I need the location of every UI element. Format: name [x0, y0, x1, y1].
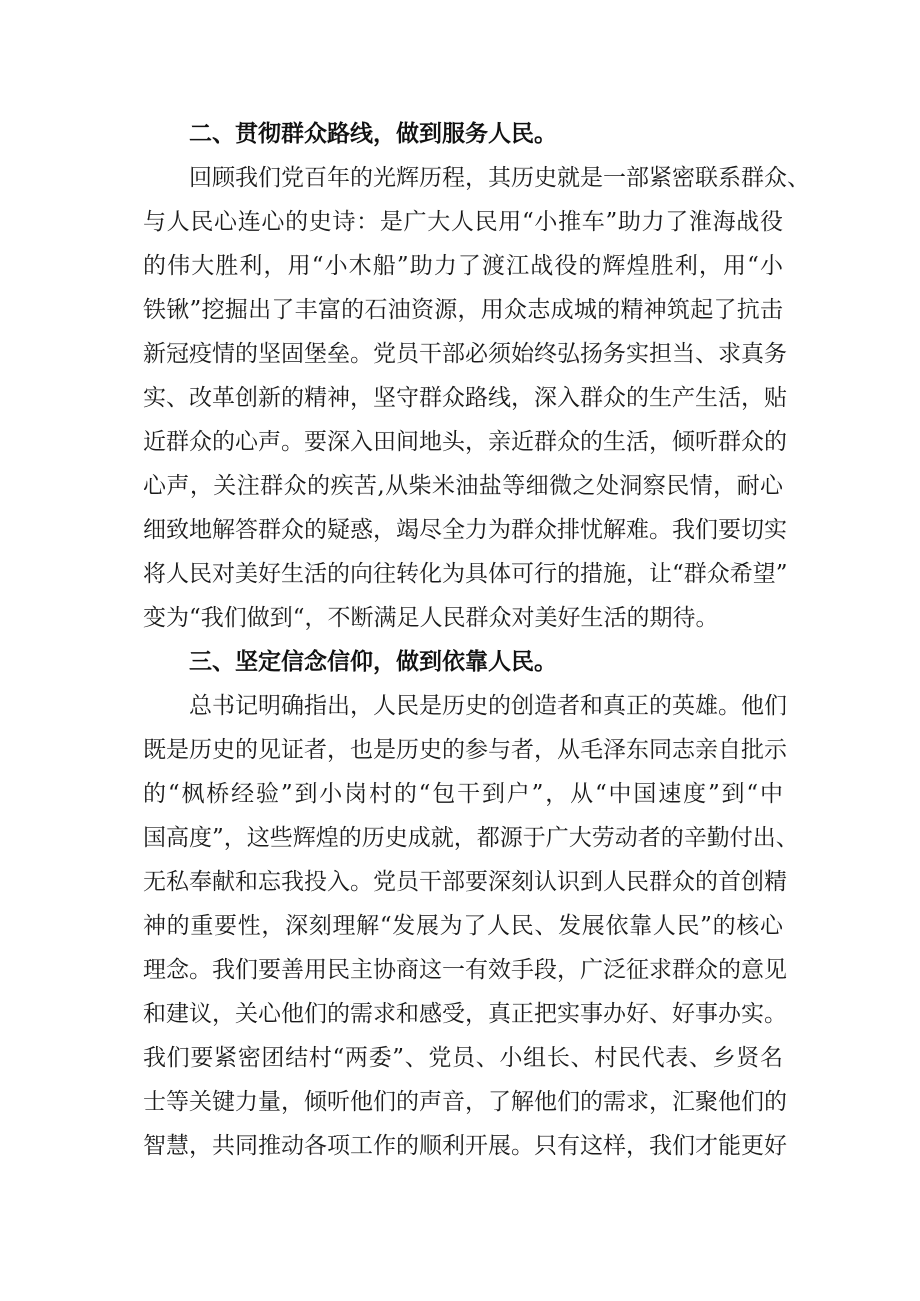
paragraph-line: 细致地解答群众的疑惑，竭尽全力为群众排忧解难。我们要切实: [143, 517, 787, 543]
paragraph-line: 铁锹”挖掘出了丰富的石油资源，用众志成城的精神筑起了抗击: [143, 297, 783, 323]
paragraph-line: 和建议，关心他们的需求和感受，真正把实事办好、好事办实。: [143, 1001, 787, 1027]
paragraph-line: 既是历史的见证者，也是历史的参与者，从毛泽东同志亲自批示: [143, 737, 787, 763]
paragraph-line: 实、改革创新的精神，坚守群众路线，深入群众的生产生活，贴: [143, 385, 787, 411]
paragraph-line: 士等关键力量，倾听他们的声音，了解他们的需求，汇聚他们的: [143, 1089, 787, 1115]
paragraph-line: 新冠疫情的坚固堡垒。党员干部必须始终弘扬务实担当、求真务: [143, 341, 787, 367]
paragraph-line: 无私奉献和忘我投入。党员干部要深刻认识到人民群众的首创精: [143, 869, 787, 895]
document-body: [143, 112, 810, 1168]
section-heading-3: 三、坚定信念信仰，做到依靠人民。: [189, 649, 557, 675]
paragraph-line: 心声，关注群众的疾苦,从柴米油盐等细微之处洞察民情，耐心: [143, 473, 783, 499]
paragraph-line: 的伟大胜利，用“小木船”助力了渡江战役的辉煌胜利，用“小: [143, 253, 783, 279]
paragraph-line: 国高度”，这些辉煌的历史成就，都源于广大劳动者的辛勤付出、: [143, 825, 799, 851]
paragraph-line: 总书记明确指出，人民是历史的创造者和真正的英雄。他们: [189, 693, 787, 719]
paragraph-line: 与人民心连心的史诗：是广大人民用“小推车”助力了淮海战役: [143, 209, 783, 235]
paragraph-line: 的“枫桥经验”到小岗村的“包干到户”，从“中国速度”到“中: [143, 781, 783, 807]
section-heading-2: 二、贯彻群众路线，做到服务人民。: [189, 121, 557, 147]
paragraph-line: 回顾我们党百年的光辉历程，其历史就是一部紧密联系群众、: [189, 165, 810, 191]
paragraph-line: 变为“我们做到“，不断满足人民群众对美好生活的期待。: [143, 605, 719, 631]
paragraph-line: 神的重要性，深刻理解“发展为了人民、发展依靠人民”的核心: [143, 913, 783, 939]
paragraph-line: 智慧，共同推动各项工作的顺利开展。只有这样，我们才能更好: [143, 1133, 787, 1159]
paragraph-line: 我们要紧密团结村“两委”、党员、小组长、村民代表、乡贤名: [143, 1045, 783, 1071]
paragraph-line: 近群众的心声。要深入田间地头，亲近群众的生活，倾听群众的: [143, 429, 787, 455]
paragraph-line: 将人民对美好生活的向往转化为具体可行的措施，让“群众希望”: [143, 561, 788, 587]
paragraph-line: 理念。我们要善用民主协商这一有效手段，广泛征求群众的意见: [143, 957, 787, 983]
